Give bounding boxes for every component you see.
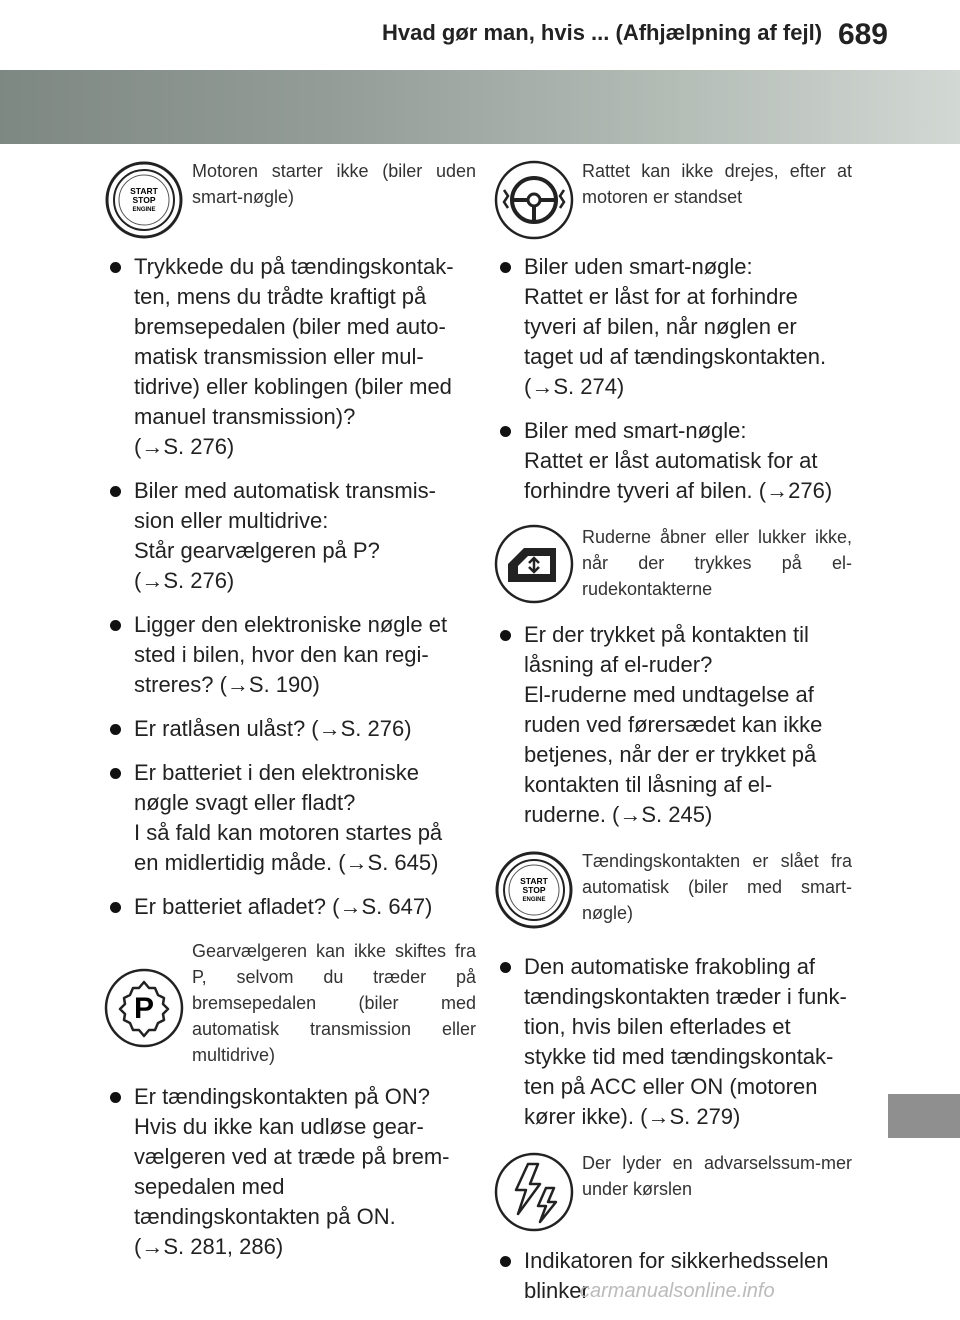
symptom-box: [104, 934, 476, 1082]
list-item: Ligger den elektroniske nøgle et sted i bilen, hvor den kan regi- streres? (→S. 190): [104, 610, 476, 700]
list-item: Er ratlåsen ulåst? (→S. 276): [104, 714, 476, 744]
svg-text:ENGINE: ENGINE: [132, 207, 156, 213]
svg-text:STOP: STOP: [522, 885, 546, 895]
symptom-text: Gearvælgeren kan ikke skiftes fra P, selvom du træder på bremsepedalen (biler med automatisk transmission eller multidrive): [192, 941, 476, 1065]
svg-text:ENGINE: ENGINE: [522, 897, 546, 903]
list-item: Biler med automatisk transmis- sion eller multidrive: Står gearvælgeren på P? (→S. 276): [104, 476, 476, 596]
start-stop-engine-icon: [104, 160, 184, 240]
list-item: Er tændingskontakten på ON? Hvis du ikke kan udløse gear- vælgeren ved at træde på brem- sepedalen med tændingskontakten på ON. (→S. 281, 286): [104, 1082, 476, 1262]
svg-text:P: P: [133, 992, 155, 1025]
chapter-tab: [888, 1094, 960, 1138]
check-list: [494, 620, 852, 830]
right-column: [494, 154, 852, 1320]
list-item: Trykkede du på tændingskontak- ten, mens du trådte kraftigt på bremsepedalen (biler med auto- matisk transmission eller mul- tidrive) eller koblingen (biler med manuel transmission)? (→S. 276): [104, 252, 476, 462]
warning-buzzer-icon: [494, 1152, 574, 1232]
park-gear-icon: [104, 968, 184, 1048]
section-title: Hvad gør man, hvis ... (Afhjælpning af fejl): [382, 20, 823, 45]
symptom-text: Tændingskontakten er slået fra automatisk (biler med smart-nøgle): [582, 851, 852, 923]
symptom-box: [494, 520, 852, 620]
list-item: Indikatoren for sikkerhedsselen blinker: [494, 1246, 852, 1306]
start-stop-engine-icon: [494, 850, 574, 930]
symptom-box: [494, 844, 852, 952]
list-item: Er batteriet afladet? (→S. 647): [104, 892, 476, 922]
symptom-box: [104, 154, 476, 252]
symptom-box: [494, 1146, 852, 1246]
svg-text:STOP: STOP: [132, 195, 156, 205]
list-item: Den automatiske frakobling af tændingskontakten træder i funk- tion, hvis bilen efterlades et stykke tid med tændingskontak- ten på ACC eller ON (motoren kører ikke). (→S. 279): [494, 952, 852, 1132]
list-item: Biler med smart-nøgle: Rattet er låst automatisk for at forhindre tyveri af bilen. (→276): [494, 416, 852, 506]
symptom-text: Der lyder en advarselssum-mer under kørslen: [582, 1153, 852, 1199]
symptom-text: Motoren starter ikke (biler uden smart-nøgle): [192, 161, 476, 207]
check-list: [494, 252, 852, 506]
symptom-text: Rattet kan ikke drejes, efter at motoren er standset: [582, 161, 852, 207]
list-item: Er batteriet i den elektroniske nøgle svagt eller fladt? I så fald kan motoren startes på en midlertidig måde. (→S. 645): [104, 758, 476, 878]
watermark: carmanualsonline.info: [580, 1280, 775, 1302]
page-number: 689: [837, 18, 888, 51]
steering-lock-icon: [494, 160, 574, 240]
power-window-icon: [494, 524, 574, 604]
list-item: Biler uden smart-nøgle: Rattet er låst for at forhindre tyveri af bilen, når nøglen er taget ud af tændingskontakten. (→S. 274): [494, 252, 852, 402]
left-column: [104, 154, 476, 1276]
svg-text:START: START: [130, 186, 158, 196]
symptom-box: [494, 154, 852, 252]
check-list: [104, 1082, 476, 1262]
header-banner: [0, 70, 960, 144]
svg-text:START: START: [520, 876, 548, 886]
check-list: [104, 252, 476, 922]
check-list: [494, 952, 852, 1132]
page-header: [0, 0, 960, 68]
symptom-text: Ruderne åbner eller lukker ikke, når der trykkes på el-rudekontakterne: [582, 527, 852, 599]
list-item: Er der trykket på kontakten til låsning af el-ruder? El-ruderne med undtagelse af ruden ved førersædet kan ikke betjenes, når der er trykket på kontakten til låsning af el- ruderne. (→S. 245): [494, 620, 852, 830]
